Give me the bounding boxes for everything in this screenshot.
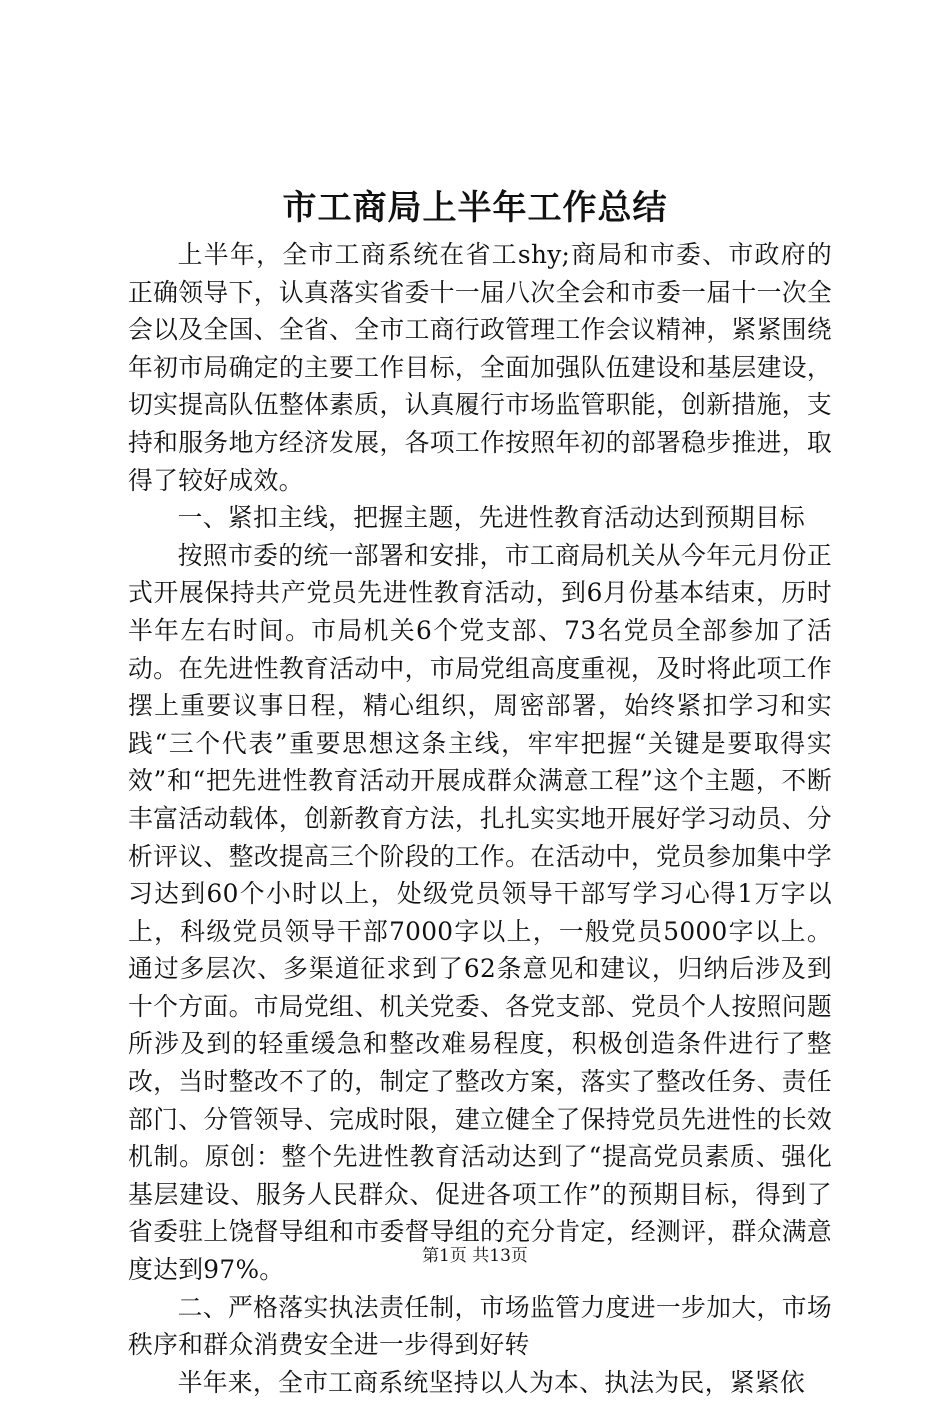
document-body	[128, 236, 832, 1401]
paragraph-section-2: 半年来，全市工商系统坚持以人为本、执法为民，紧紧依	[177, 1367, 806, 1397]
section-heading-2: 二、严格落实执法责任制，市场监管力度进一步加大，市场秩序和群众消费安全进一步得到好转	[128, 1292, 832, 1360]
document-title: 市工商局上半年工作总结	[282, 188, 668, 228]
page-number-footer: 第1页 共13页	[422, 1246, 528, 1266]
section-heading-1: 一、紧扣主线，把握主题，先进性教育活动达到预期目标	[177, 503, 806, 533]
paragraph-intro: 上半年，全市工商系统在省工shy;商局和市委、市政府的正确领导下，认真落实省委十一届八次全会和市委一届十一次全会以及全国、全省、全市工商行政管理工作会议精神，紧紧围绕年初市局确定的主要工作目标，全面加强队伍建设和基层建设，切实提高队伍整体素质，认真履行市场监管职能，创新措施，支持和服务地方经济发展，各项工作按照年初的部署稳步推进，取得了较好成效。	[128, 240, 832, 495]
paragraph-section-1: 按照市委的统一部署和安排，市工商局机关从今年元月份正式开展保持共产党员先进性教育活动，到6月份基本结束，历时半年左右时间。市局机关6个党支部、73名党员全部参加了活动。在先进性教育活动中，市局党组高度重视，及时将此项工作摆上重要议事日程，精心组织，周密部署，始终紧扣学习和实践“三个代表”重要思想这条主线，牢牢把握“关键是要取得实效”和“把先进性教育活动开展成群众满意工程”这个主题，不断丰富活动载体，创新教育方法，扎扎实实地开展好学习动员、分析评议、整改提高三个阶段的工作。在活动中，党员参加集中学习达到60个小时以上，处级党员领导干部写学习心得1万字以上，科级党员领导干部7000字以上，一般党员5000字以上。通过多层次、多渠道征求到了62条意见和建议，归纳后涉及到十个方面。市局党组、机关党委、各党支部、党员个人按照问题所涉及到的轻重缓急和整改难易程度，积极创造条件进行了整改，当时整改不了的，制定了整改方案，落实了整改任务、责任部门、分管领导、完成时限，建立健全了保持党员先进性的长效机制。原创：整个先进性教育活动达到了“提高党员素质、强化基层建设、服务人民群众、促进各项工作”的预期目标，得到了省委驻上饶督导组和市委督导组的充分肯定，经测评，群众满意度达到97%。	[128, 540, 832, 1285]
